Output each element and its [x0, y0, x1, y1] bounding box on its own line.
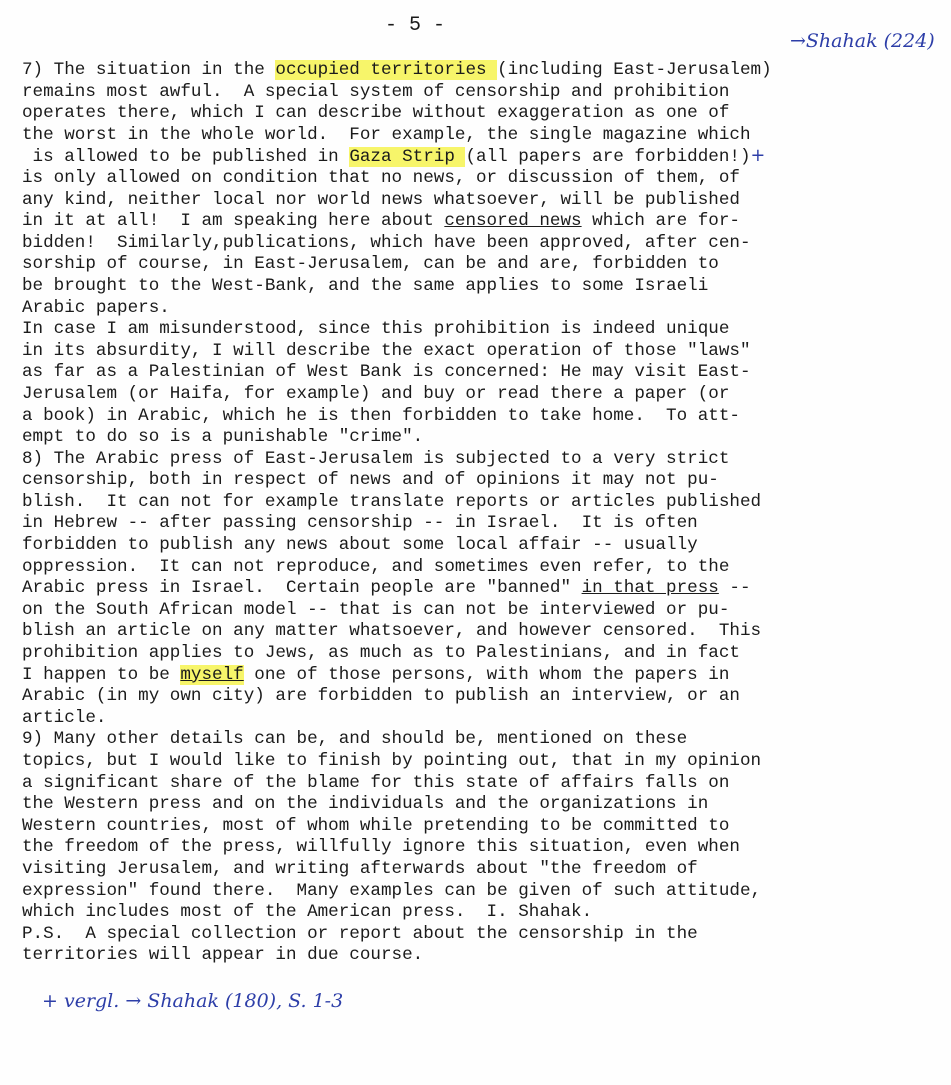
text-segment: forbidden to publish any news about some local affair -- usually [22, 535, 698, 556]
text-line [22, 233, 947, 255]
text-segment: (including East-Jerusalem) [497, 60, 772, 80]
text-segment: prohibition applies to Jews, as much as to Palestinians, and in fact [22, 643, 740, 664]
text-line [22, 60, 947, 82]
underlined-text: censored news [444, 211, 582, 232]
text-segment: sorship of course, in East-Jerusalem, can be and are, forbidden to [22, 254, 719, 275]
text-line [22, 513, 947, 535]
text-line [22, 578, 947, 600]
page-number: - 5 - [385, 14, 446, 37]
text-line [22, 794, 947, 816]
highlighted-text: Gaza Strip [349, 147, 466, 168]
text-line [22, 881, 947, 903]
text-segment: which includes most of the American press. I. Shahak. [22, 902, 593, 923]
text-segment: bidden! Similarly,publications, which have been approved, after cen- [22, 232, 751, 253]
text-segment: is only allowed on condition that no news, or discussion of them, of [22, 167, 740, 188]
text-segment: topics, but I would like to finish by pointing out, that in my opinion [22, 751, 762, 771]
text-segment: Arabic papers. [22, 297, 170, 318]
text-line [22, 341, 947, 363]
text-line [22, 492, 947, 514]
text-segment: a book) in Arabic, which he is then forbidden to take home. To att- [22, 405, 740, 426]
text-segment: territories will appear in due course. [22, 945, 424, 966]
text-segment: a significant share of the blame for this state of affairs falls on [22, 772, 730, 793]
text-segment: 9) Many other details can be, and should be, mentioned on these [22, 729, 688, 750]
text-line [22, 751, 947, 773]
text-segment: blish an article on any matter whatsoever, and however censored. This [22, 621, 762, 642]
text-segment: article. [22, 707, 107, 728]
text-segment: remains most awful. A special system of censorship and prohibition [22, 81, 730, 102]
text-line [22, 449, 947, 471]
text-line [22, 600, 947, 622]
text-line [22, 665, 947, 687]
text-segment: 7) The situation in the [22, 60, 276, 80]
text-segment: is allowed to be published in [22, 147, 350, 168]
handwritten-reference-bottom: + vergl. → Shahak (180), S. 1-3 [42, 990, 344, 1012]
text-segment: Western countries, most of whom while pretending to be committed to [22, 815, 730, 836]
text-segment: I happen to be [22, 664, 181, 685]
text-segment: Arabic (in my own city) are forbidden to publish an interview, or an [22, 686, 740, 707]
highlighted-text: myself [180, 664, 244, 685]
text-segment: oppression. It can not reproduce, and sometimes even refer, to the [22, 556, 730, 577]
text-line [22, 362, 947, 384]
text-line [22, 708, 947, 730]
text-line [22, 945, 947, 967]
text-line [22, 211, 947, 233]
text-line [22, 82, 947, 104]
text-line [22, 643, 947, 665]
text-segment: blish. It can not for example translate reports or articles published [22, 491, 762, 512]
text-line [22, 298, 947, 320]
text-line [22, 125, 947, 147]
text-segment: in Hebrew -- after passing censorship -- in Israel. It is often [22, 513, 698, 534]
highlighted-text: occupied territories [275, 60, 498, 80]
text-segment: -- [718, 578, 751, 599]
text-segment: on the South African model -- that is can not be interviewed or pu- [22, 599, 730, 620]
text-line [22, 103, 947, 125]
text-segment: one of those persons, with whom the papers in [243, 664, 730, 685]
text-line [22, 557, 947, 579]
text-line [22, 276, 947, 298]
underlined-text: in that press [581, 578, 719, 599]
text-line [22, 168, 947, 190]
text-segment: expression" found there. Many examples can be given of such attitude, [22, 880, 762, 901]
text-segment: In case I am misunderstood, since this prohibition is indeed unique [22, 319, 730, 340]
text-segment: the Western press and on the individuals and the organizations in [22, 794, 709, 815]
text-line [22, 427, 947, 449]
text-segment: P.S. A special collection or report about the censorship in the [22, 923, 698, 944]
text-line [22, 319, 947, 341]
text-segment: in it at all! I am speaking here about [22, 211, 445, 232]
text-line [22, 146, 947, 168]
text-segment: visiting Jerusalem, and writing afterwards about "the freedom of [22, 858, 698, 879]
text-line [22, 773, 947, 795]
text-line [22, 816, 947, 838]
text-line [22, 406, 947, 428]
text-segment: any kind, neither local nor world news whatsoever, will be published [22, 189, 740, 210]
handwritten-reference-top: →Shahak (224) [790, 30, 935, 52]
text-segment: censorship, both in respect of news and of opinions it may not pu- [22, 470, 719, 491]
text-segment: Arabic press in Israel. Certain people are "banned" [22, 578, 582, 599]
text-segment: which are for- [581, 211, 740, 232]
text-segment: operates there, which I can describe without exaggeration as one of [22, 103, 730, 124]
text-line [22, 837, 947, 859]
text-segment: in its absurdity, I will describe the exact operation of those "laws" [22, 340, 751, 361]
text-line [22, 859, 947, 881]
text-segment: (all papers are forbidden!) [465, 147, 751, 168]
text-segment: be brought to the West-Bank, and the same applies to some Israeli [22, 275, 709, 296]
text-segment: as far as a Palestinian of West Bank is concerned: He may visit East- [22, 362, 751, 383]
handwritten-plus-mark: + [750, 146, 766, 167]
text-line [22, 729, 947, 751]
text-line [22, 535, 947, 557]
text-segment: empt to do so is a punishable "crime". [22, 427, 424, 448]
text-line [22, 924, 947, 946]
typed-body-text [22, 60, 947, 967]
text-line [22, 621, 947, 643]
text-segment: Jerusalem (or Haifa, for example) and buy or read there a paper (or [22, 383, 730, 404]
text-line [22, 902, 947, 924]
text-segment: the freedom of the press, willfully ignore this situation, even when [22, 837, 740, 858]
text-line [22, 470, 947, 492]
text-segment: the worst in the whole world. For example, the single magazine which [22, 124, 751, 145]
text-line [22, 190, 947, 212]
text-line [22, 254, 947, 276]
text-line [22, 384, 947, 406]
text-segment: 8) The Arabic press of East-Jerusalem is subjected to a very strict [22, 448, 730, 469]
text-line [22, 686, 947, 708]
